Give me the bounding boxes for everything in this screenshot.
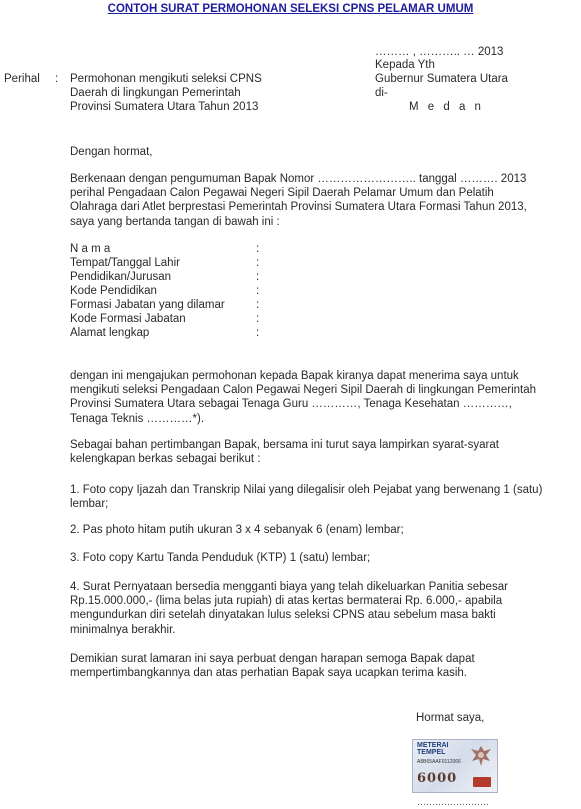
item-line: 3. Foto copy Kartu Tanda Penduduk (KTP) 1 (satu) lembar; xyxy=(70,552,371,564)
field-label: Kode Pendidikan xyxy=(70,285,157,297)
signoff: Hormat saya, xyxy=(416,712,485,724)
perihal-line: Provinsi Sumatera Utara Tahun 2013 xyxy=(70,101,259,114)
greeting: Dengan hormat, xyxy=(70,146,153,158)
recipient-line: Gubernur Sumatera Utara xyxy=(375,73,508,85)
perihal-label: Perihal xyxy=(4,73,40,85)
duty-stamp xyxy=(412,739,498,793)
field-label: Formasi Jabatan yang dilamar xyxy=(70,299,225,311)
paragraph-line: Sebagai bahan pertimbangan Bapak, bersama ini turut saya lampirkan syarat-syarat xyxy=(70,439,499,451)
paragraph-line: Berkenaan dengan pengumuman Bapak Nomor …………………….. tanggal ………. 2013 xyxy=(70,173,527,185)
paragraph-line: saya yang bertanda tangan di bawah ini : xyxy=(70,215,280,228)
stamp-title: METERAI TEMPEL xyxy=(417,742,449,756)
attachment-item-2 xyxy=(70,523,404,537)
attachment-item-3 xyxy=(70,551,370,565)
attachment-item-1 xyxy=(70,483,542,511)
item-line: Rp.15.000.000,- (lima belas juta rupiah) di atas kertas bermaterai Rp. 6.000,- apabila xyxy=(70,595,503,608)
recipient-city: M e d a n xyxy=(409,101,484,113)
field-label: Tempat/Tanggal Lahir xyxy=(70,257,180,269)
recipient-block xyxy=(375,58,508,114)
stamp-value: 6000 xyxy=(417,771,458,786)
item-line: mengundurkan diri setelah dinyatakan lulus seleksi CPNS atau sebelum masa bakti xyxy=(70,609,496,622)
field-colon: : xyxy=(256,285,260,297)
field-colon: : xyxy=(256,327,260,339)
identity-row xyxy=(70,242,110,256)
field-label: Kode Formasi Jabatan xyxy=(70,313,186,325)
field-colon: : xyxy=(256,271,260,283)
closing-paragraph xyxy=(70,652,475,680)
date-line: ……… , ……….. … 2013 xyxy=(375,46,504,58)
identity-fields xyxy=(70,242,270,342)
perihal-line: Permohonan mengikuti seleksi CPNS xyxy=(70,73,262,85)
field-colon: : xyxy=(256,257,260,269)
item-line: minimalnya berakhir. xyxy=(70,623,176,636)
field-label: Alamat lengkap xyxy=(70,327,150,339)
identity-row xyxy=(70,312,186,326)
identity-row xyxy=(70,298,225,312)
item-line: 4. Surat Pernyataan bersedia mengganti biaya yang telah dikeluarkan Panitia sebesar xyxy=(70,581,508,593)
paragraph-line: Provinsi Sumatera Utara sebagai Tenaga Guru …………, Tenaga Kesehatan …………, xyxy=(70,398,512,411)
field-colon: : xyxy=(256,243,260,255)
paragraph-line: Olahraga dari Atlet berprestasi Pemerintah Provinsi Sumatera Utara Formasi Tahun 2013, xyxy=(70,201,527,214)
field-colon: : xyxy=(256,313,260,325)
request-paragraph xyxy=(70,369,536,426)
attachment-item-4 xyxy=(70,580,508,637)
signature-line: …………………… xyxy=(417,797,489,807)
recipient-line: di- xyxy=(375,87,388,99)
garuda-emblem-icon xyxy=(468,743,494,769)
paragraph-line: perihal Pengadaan Calon Pegawai Negeri Sipil Daerah Pelamar Umum dan Pelatih xyxy=(70,187,494,200)
perihal-line: Daerah di lingkungan Pemerintah xyxy=(70,87,241,100)
item-line: 1. Foto copy Ijazah dan Transkrip Nilai yang dilegalisir oleh Pejabat yang berwenang 1 (satu) xyxy=(70,484,543,496)
field-colon: : xyxy=(256,299,260,311)
identity-row xyxy=(70,270,171,284)
field-label: N a m a xyxy=(70,243,111,255)
identity-row xyxy=(70,326,149,340)
item-line: 2. Pas photo hitam putih ukuran 3 x 4 sebanyak 6 (enam) lembar; xyxy=(70,524,404,536)
paragraph-line: mengikuti seleksi Pengadaan Calon Pegawai Negeri Sipil Daerah di lingkungan Pemerintah xyxy=(70,384,537,397)
perihal-text xyxy=(70,72,262,115)
stamp-security-chip xyxy=(473,777,491,787)
attachments-intro xyxy=(70,438,499,466)
identity-row xyxy=(70,256,180,270)
paragraph-line: kelengkapan berkas sebagai berikut : xyxy=(70,453,261,466)
paragraph-line: dengan ini mengajukan permohonan kepada Bapak kiranya dapat menerima saya untuk xyxy=(70,370,519,382)
paragraph-line: Tenaga Teknis …………*). xyxy=(70,412,205,425)
identity-row xyxy=(70,284,157,298)
field-label: Pendidikan/Jurusan xyxy=(70,271,172,283)
paragraph-line: Demikian surat lamaran ini saya perbuat dengan harapan semoga Bapak dapat xyxy=(70,653,475,665)
stamp-serial: A8B65AAF0112066 xyxy=(417,759,461,765)
item-line: lembar; xyxy=(70,498,109,511)
recipient-line: Kepada Yth xyxy=(375,59,435,71)
paragraph-line: mempertimbangkannya dan atas perhatian Bapak saya ucapkan terima kasih. xyxy=(70,667,467,680)
document-title: CONTOH SURAT PERMOHONAN SELEKSI CPNS PELAMAR UMUM xyxy=(107,3,474,15)
intro-paragraph xyxy=(70,172,527,229)
perihal-colon: : xyxy=(55,73,59,85)
